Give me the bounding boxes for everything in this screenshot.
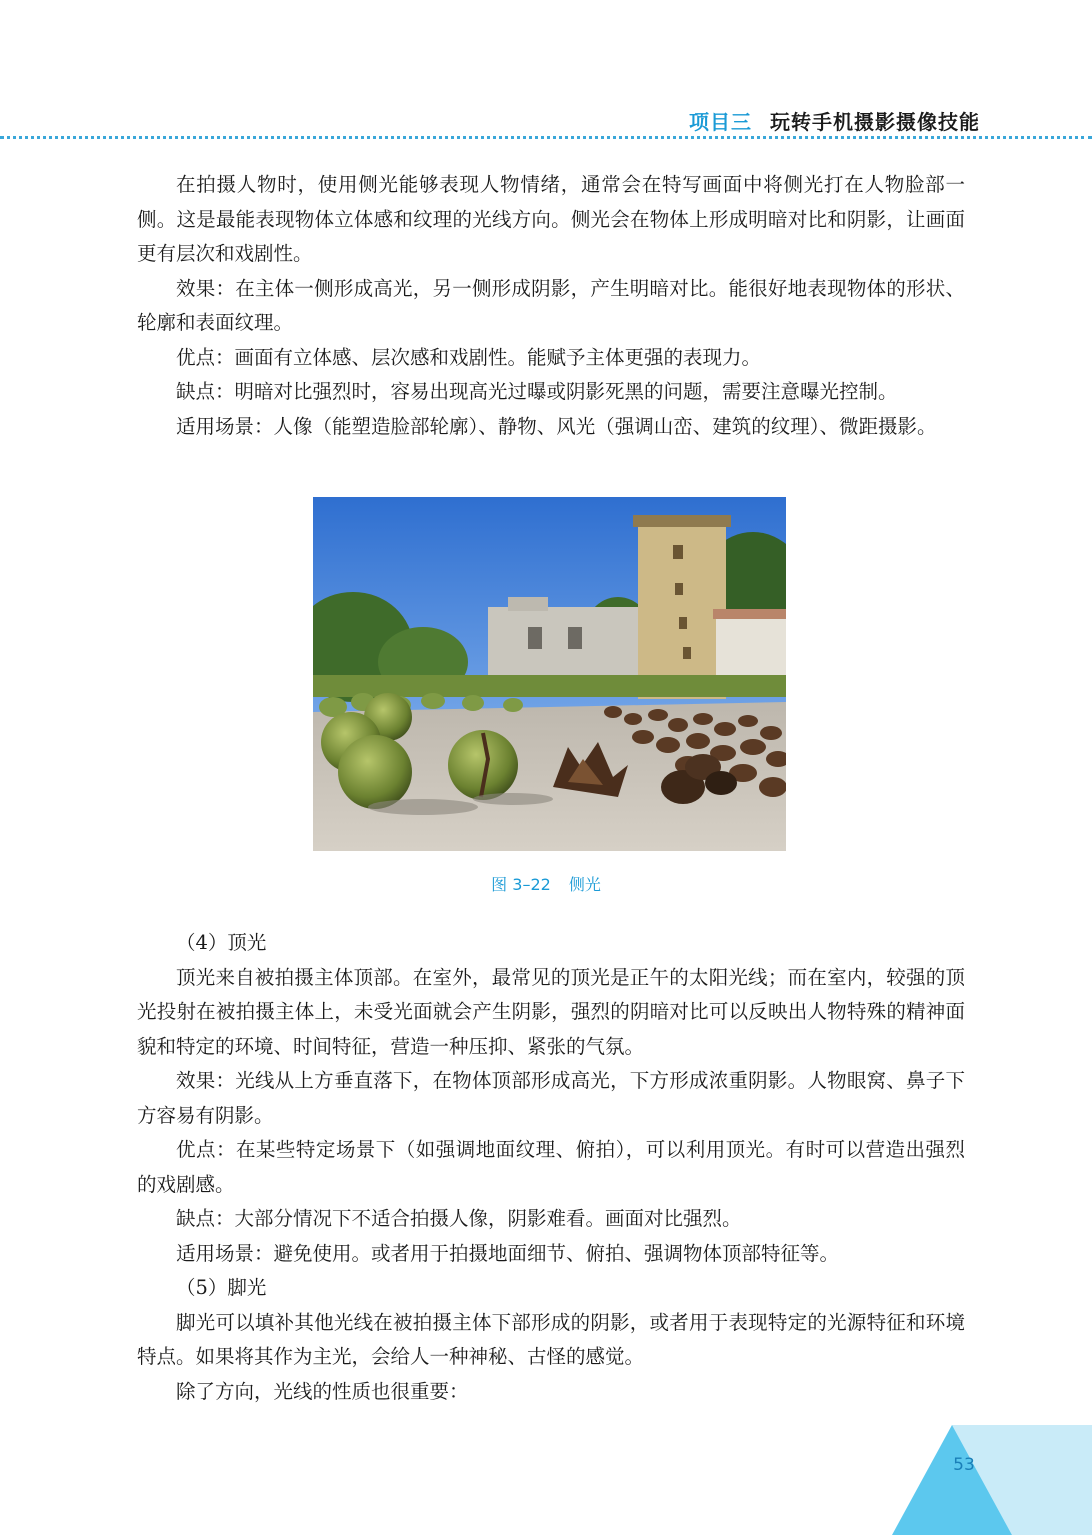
subheading-top-light: （4）顶光 — [176, 931, 267, 954]
paragraph: 缺点：大部分情况下不适合拍摄人像，阴影难看。画面对比强烈。 — [176, 1207, 742, 1230]
photo-illustration — [313, 497, 786, 851]
subheading-foot-light: （5）脚光 — [176, 1276, 267, 1299]
header-dotted-rule — [0, 136, 1092, 139]
paragraph: 效果：光线从上方垂直落下，在物体顶部形成高光，下方形成浓重阴影。人物眼窝、鼻子下方容易有阴影。 — [137, 1069, 965, 1127]
text-block-side-light — [137, 168, 965, 444]
paragraph: 优点：在某些特定场景下（如强调地面纹理、俯拍），可以利用顶光。有时可以营造出强烈的戏剧感。 — [137, 1138, 965, 1196]
figure-number: 图 3–22 — [491, 875, 551, 894]
text-block-top-light — [137, 926, 965, 1409]
paragraph: 除了方向，光线的性质也很重要： — [176, 1379, 469, 1403]
page-header — [0, 100, 1092, 140]
figure-caption — [0, 872, 1092, 895]
paragraph: 适用场景：避免使用。或者用于拍摄地面细节、俯拍、强调物体顶部特征等。 — [176, 1241, 840, 1265]
paragraph: 脚光可以填补其他光线在被拍摄主体下部形成的阴影，或者用于表现特定的光源特征和环境特点。如果将其作为主光，会给人一种神秘、古怪的感觉。 — [137, 1310, 965, 1368]
header-project: 项目三 — [689, 110, 752, 134]
paragraph: 在拍摄人物时，使用侧光能够表现人物情绪，通常会在特写画面中将侧光打在人物脸部一侧。这是最能表现物体立体感和纹理的光线方向。侧光会在物体上形成明暗对比和阴影，让画面更有层次和戏剧性。 — [137, 173, 965, 265]
header-text — [689, 106, 980, 135]
figure-photo-side-light — [313, 497, 786, 851]
corner-decoration — [892, 1425, 1092, 1535]
paragraph: 优点：画面有立体感、层次感和戏剧性。能赋予主体更强的表现力。 — [176, 345, 762, 369]
page-number: 53 — [953, 1455, 975, 1475]
paragraph: 缺点：明暗对比强烈时，容易出现高光过曝或阴影死黑的问题，需要注意曝光控制。 — [176, 380, 898, 403]
figure-caption-text: 侧光 — [568, 875, 601, 894]
header-title: 玩转手机摄影摄像技能 — [770, 110, 980, 134]
paragraph: 效果：在主体一侧形成高光，另一侧形成阴影，产生明暗对比。能很好地表现物体的形状、轮廓和表面纹理。 — [137, 276, 965, 334]
paragraph: 顶光来自被拍摄主体顶部。在室外，最常见的顶光是正午的太阳光线；而在室内，较强的顶光投射在被拍摄主体上，未受光面就会产生阴影，强烈的阴暗对比可以反映出人物特殊的精神面貌和特定的环境、时间特征，营造一种压抑、紧张的气氛。 — [137, 965, 965, 1058]
paragraph: 适用场景：人像（能塑造脸部轮廓）、静物、风光（强调山峦、建筑的纹理）、微距摄影。 — [176, 414, 937, 438]
